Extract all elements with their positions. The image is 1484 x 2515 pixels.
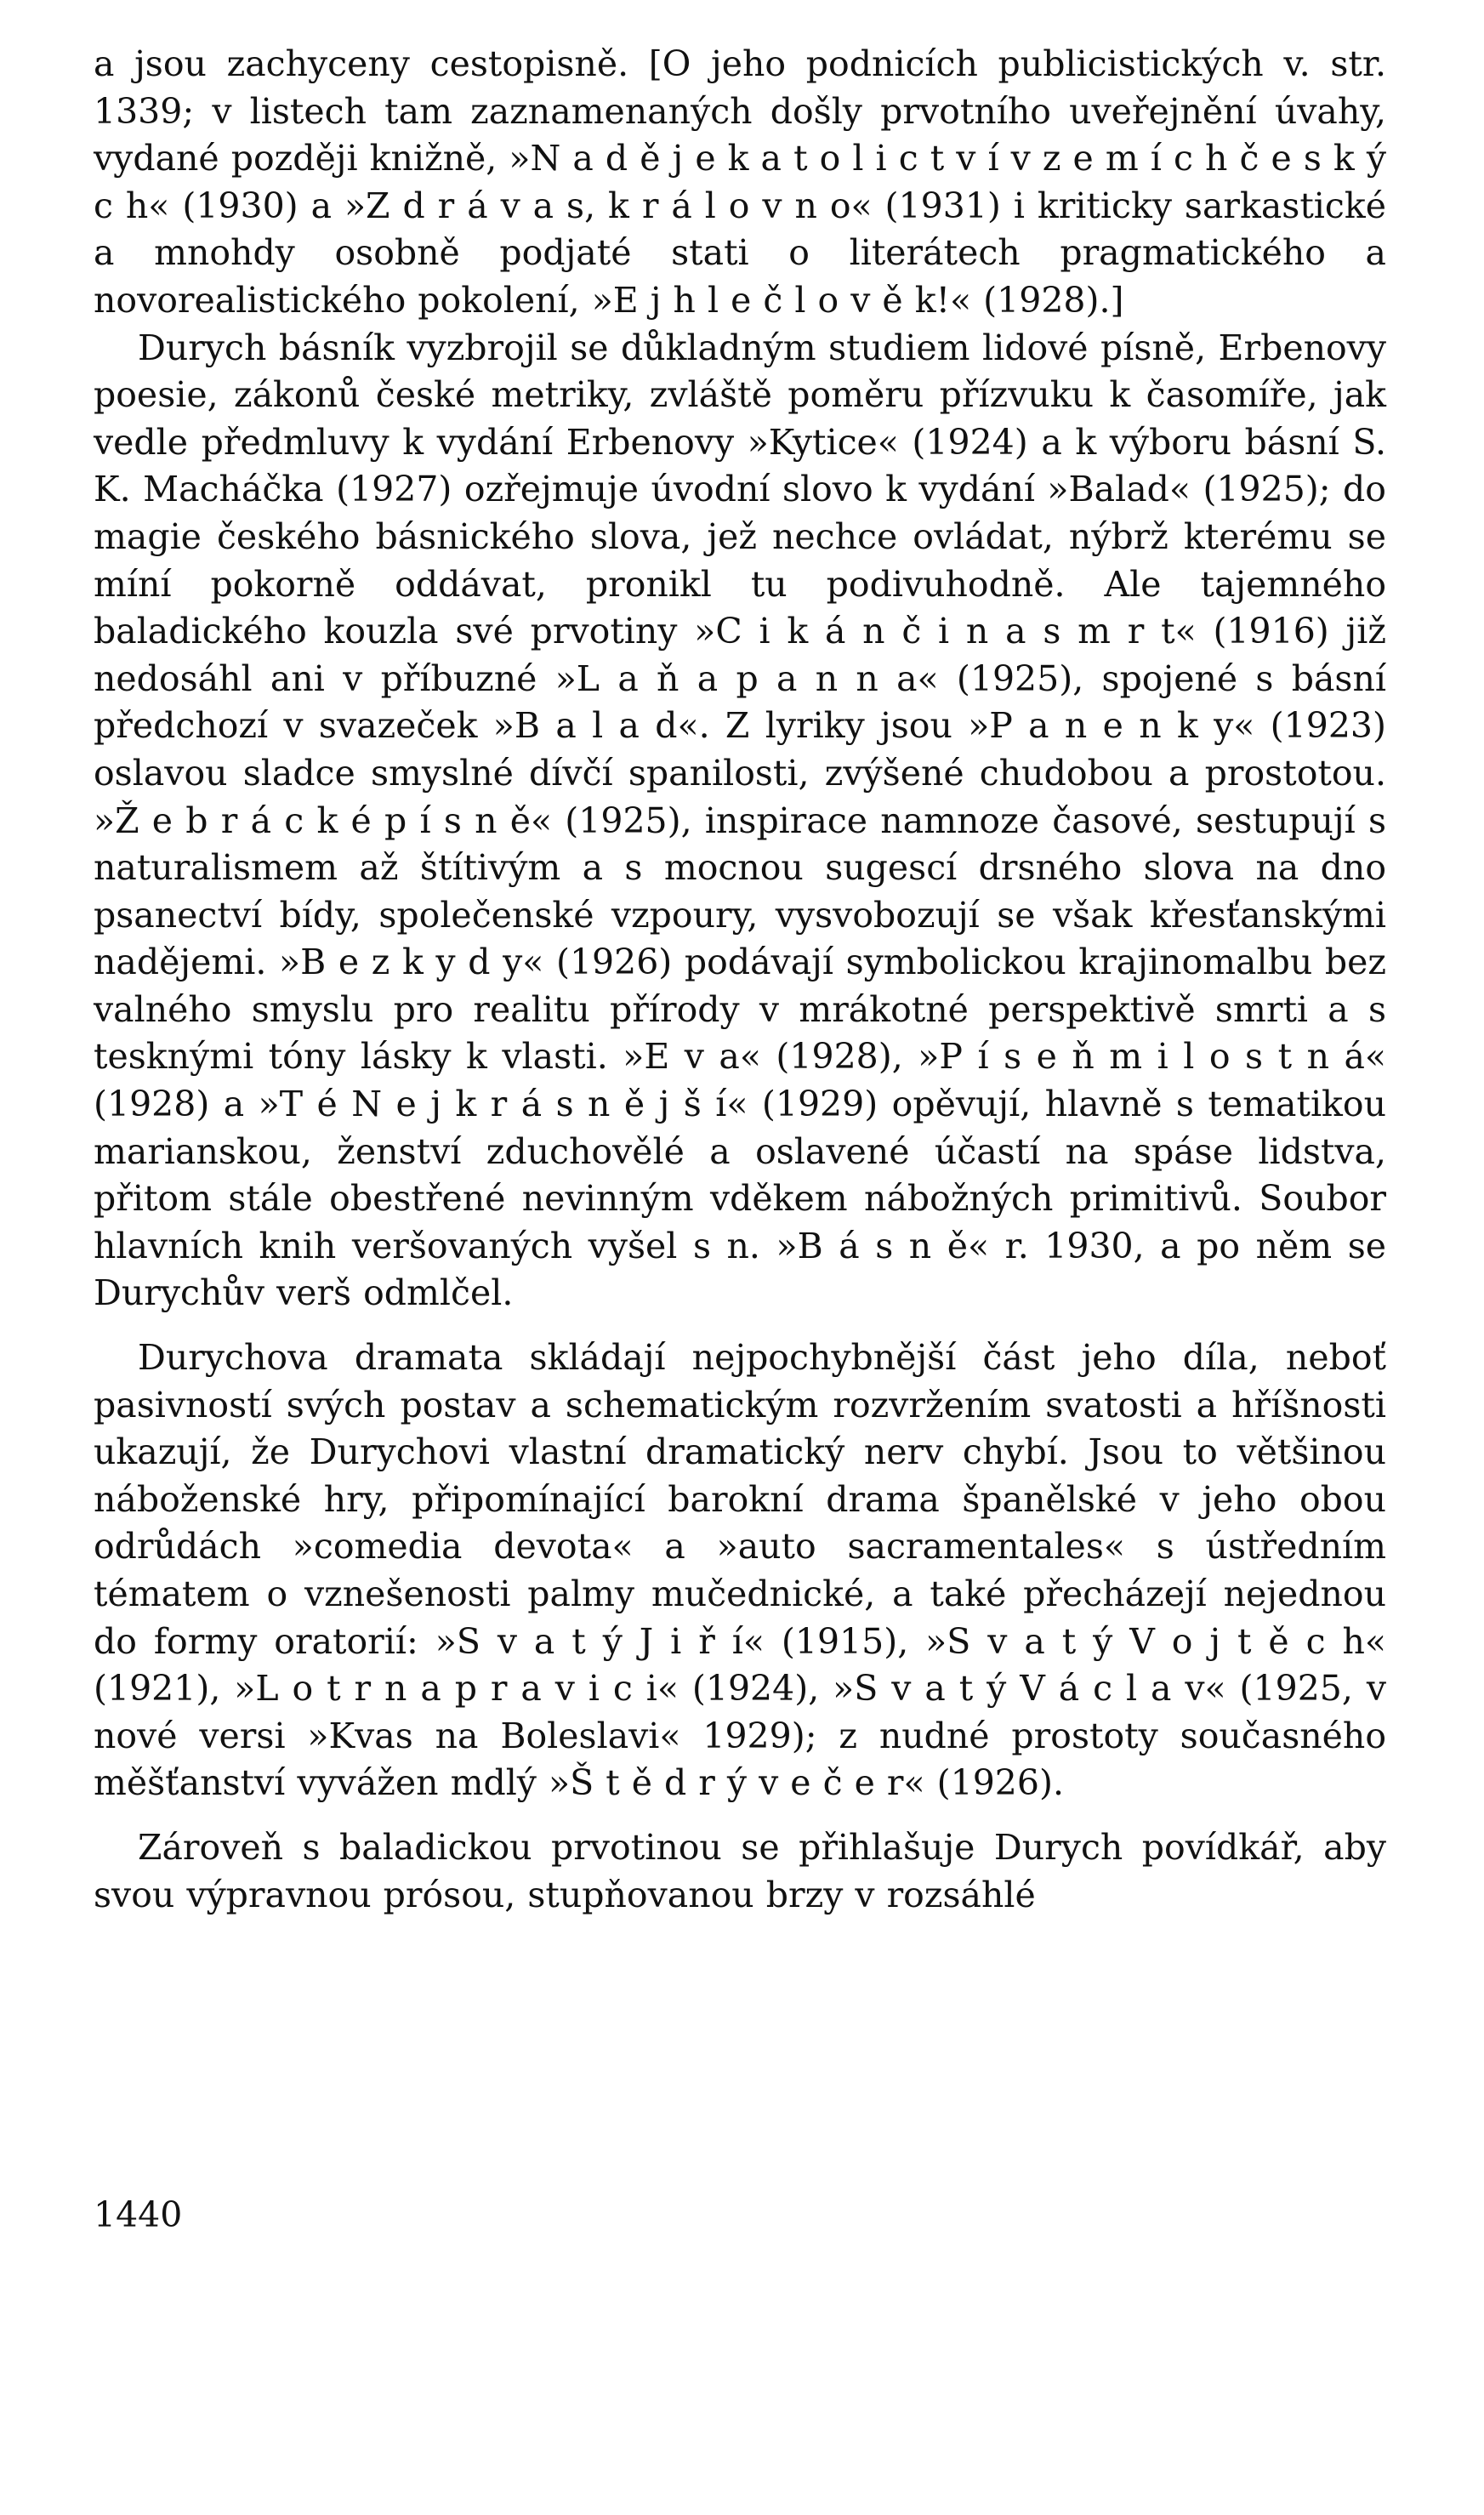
paragraph-intro: a jsou zachyceny cestopisně. [O jeho podnicích publicistických v. str. 1339; v listech tam zaznamenaných došly prvotního uveřejnění úvahy, vydané později knižně, »N a d ě j e k a t o l i c t v í v z e m í c h č e s k ý c h« (1930) a »Z d r á v a s, k r á l o v n o« (1931) i kriticky sarkastické a mnohdy osobně podjaté stati o literátech pragmatického a novorealistického pokolení, »E j h l e č l o v ě k!« (1928).]	[94, 43, 1386, 321]
page-body	[94, 41, 1386, 1919]
paragraph-prose: Zároveň s baladickou prvotinou se přihlašuje Durych povídkář, aby svou výpravnou prósou, stupňovanou brzy v rozsáhlé	[94, 1826, 1386, 1915]
paragraph-drama: Durychova dramata skládají nejpochybnější část jeho díla, neboť pasivností svých postav a schematickým rozvržením svatosti a hříšnosti ukazují, že Durychovi vlastní dramatický nerv chybí. Jsou to většinou náboženské hry, připomínající barokní drama španělské v jeho obou odrůdách »comedia devota« a »auto sacramentales« s ústředním tématem o vznešenosti palmy mučednické, a také přecházejí nejednou do formy oratorií: »S v a t ý J i ř í« (1915), »S v a t ý V o j t ě c h« (1921), »L o t r n a p r a v i c i« (1924), »S v a t ý V á c l a v« (1925, v nové versi »Kvas na Boleslavi« 1929); z nudné prostoty současného měšťanství vyvážen mdlý »Š t ě d r ý v e č e r« (1926).	[94, 1337, 1386, 1804]
page-number: 1440	[94, 2194, 183, 2235]
paragraph-poetry: Durych básník vyzbrojil se důkladným studiem lidové písně, Erbenovy poesie, zákonů české metriky, zvláště poměru přízvuku k časomíře, jak vedle předmluvy k vydání Erbenovy »Kytice« (1924) a k výboru básní S. K. Macháčka (1927) ozřejmuje úvodní slovo k vydání »Balad« (1925); do magie českého básnického slova, jež nechce ovládat, nýbrž kterému se míní pokorně oddávat, pronikl tu podivuhodně. Ale tajemného baladického kouzla své prvotiny »C i k á n č i n a s m r t« (1916) již nedosáhl ani v příbuzné »L a ň a p a n n a« (1925), spojené s básní předchozí v svazeček »B a l a d«. Z lyriky jsou »P a n e n k y« (1923) oslavou sladce smyslné dívčí spanilosti, zvýšené chudobou a prostotou. »Ž e b r á c k é p í s n ě« (1925), inspirace namnoze časové, sestupují s naturalismem až štítivým a s mocnou sugescí drsného slova na dno psanectví bídy, společenské vzpoury, vysvobozují se však křesťanskými nadějemi. »B e z k y d y« (1926) podávají symbolickou krajinomalbu bez valného smyslu pro realitu přírody v mrákotné perspektivě smrti a s tesknými tóny lásky k vlasti. »E v a« (1928), »P í s e ň m i l o s t n á« (1928) a »T é N e j k r á s n ě j š í« (1929) opěvují, hlavně s tematikou marianskou, ženství zduchovělé a oslavené účastí na spáse lidstva, přitom stále obestřené nevinným vděkem nábožných primitivů. Soubor hlavních knih veršovaných vyšel s n. »B á s n ě« r. 1930, a po něm se Durychův verš odmlčel.	[94, 327, 1386, 1314]
